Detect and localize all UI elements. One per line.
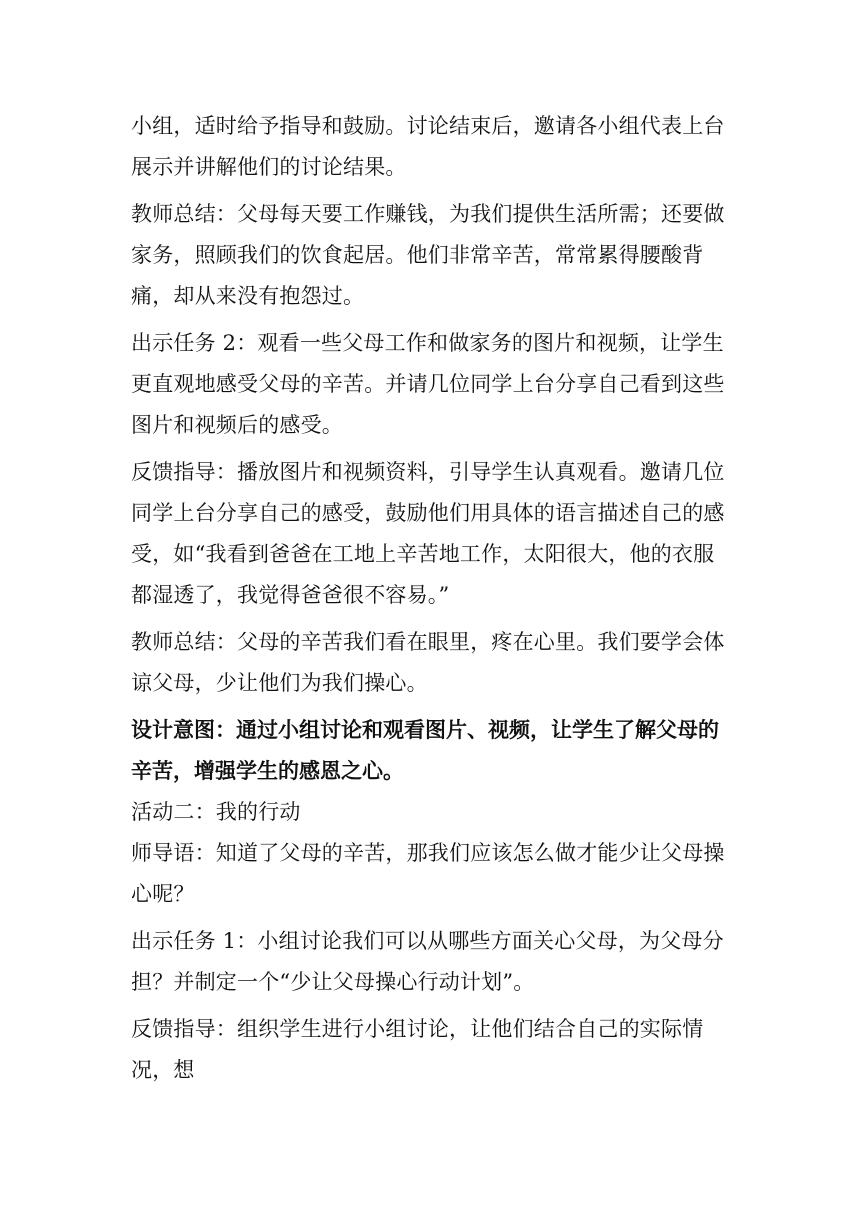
paragraph-teacher-summary-2: 教师总结：父母的辛苦我们看在眼里，疼在心里。我们要学会体谅父母，少让他们为我们操心。 [131, 630, 725, 695]
paragraph-feedback-guidance: 反馈指导：播放图片和视频资料，引导学生认真观看。邀请几位同学上台分享自己的感受，鼓励他们用具体的语言描述自己的感受，如“我看到爸爸在工地上辛苦地工作，太阳很大，他的衣服都湿透了，我觉得爸爸很不容易。” [131, 460, 725, 607]
document-body [131, 106, 731, 1091]
paragraph-teacher-summary-1: 教师总结：父母每天要工作赚钱，为我们提供生活所需；还要做家务，照顾我们的饮食起居。他们非常辛苦，常常累得腰酸背痛，却从来没有抱怨过。 [131, 202, 725, 308]
paragraph-design-intent: 设计意图：通过小组讨论和观看图片、视频，让学生了解父母的辛苦，增强学生的感恩之心。 [131, 718, 719, 783]
paragraph-task-2: 出示任务 2：观看一些父母工作和做家务的图片和视频，让学生更直观地感受父母的辛苦。并请几位同学上台分享自己看到这些图片和视频后的感受。 [131, 331, 725, 437]
paragraph-task-1: 出示任务 1：小组讨论我们可以从哪些方面关心父母，为父母分担？并制定一个“少让父母操心行动计划”。 [131, 929, 724, 994]
paragraph-teacher-intro: 师导语：知道了父母的辛苦，那我们应该怎么做才能少让父母操心呢？ [131, 841, 725, 906]
paragraph-feedback-organize: 反馈指导：组织学生进行小组讨论，让他们结合自己的实际情况，想 [131, 1017, 704, 1082]
paragraph-group-discussion-feedback: 小组，适时给予指导和鼓励。讨论结束后，邀请各小组代表上台展示并讲解他们的讨论结果。 [131, 114, 725, 179]
paragraph-activity-two-heading: 活动二：我的行动 [131, 800, 301, 824]
